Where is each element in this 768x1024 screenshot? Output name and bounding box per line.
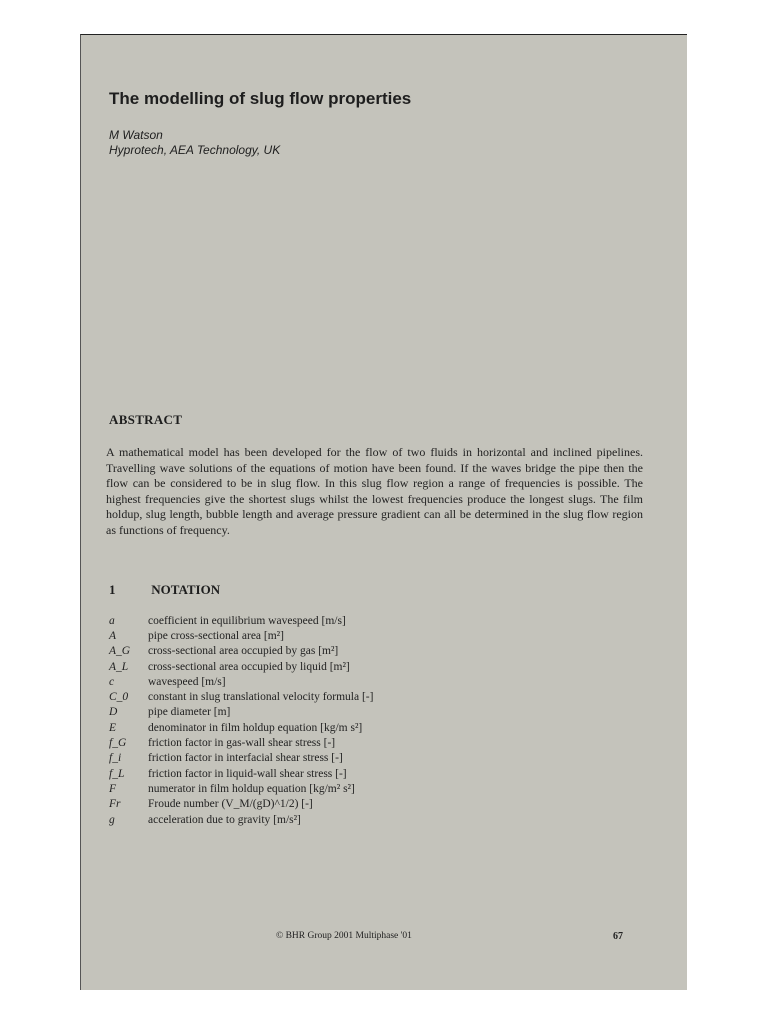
notation-entry (109, 659, 649, 674)
scanned-page (80, 34, 687, 990)
notation-definition: cross-sectional area occupied by liquid [m²] (148, 660, 350, 673)
notation-symbol: A_G (109, 645, 131, 658)
notation-entry (109, 644, 649, 659)
paper-title: The modelling of slug flow properties (109, 89, 412, 108)
notation-heading (109, 582, 220, 598)
notation-definition: Froude number (V_M/(gD)^1/2) [-] (148, 798, 313, 811)
notation-entry (109, 689, 649, 704)
notation-definition: numerator in film holdup equation [kg/m² s²] (148, 782, 355, 795)
notation-symbol: f_G (109, 737, 127, 750)
abstract-text: A mathematical model has been developed for the flow of two fluids in horizontal and inclined pipelines. Travelling wave solutions of the equations of motion have been found. If the waves bridge the pipe then the flow can be considered to be in slug flow. In this slug flow region a range of frequencies is possible. The highest frequencies give the shortest slugs whilst the lowest frequencies produce the longest slugs. The film holdup, slug length, bubble length and average pressure gradient can all be determined in the slug flow region as functions of frequency. (106, 445, 643, 537)
notation-entry (109, 766, 649, 781)
notation-list (109, 613, 649, 827)
abstract-heading: ABSTRACT (109, 412, 183, 427)
notation-symbol: a (109, 614, 115, 627)
notation-entry (109, 720, 649, 735)
notation-definition: friction factor in liquid-wall shear stress [-] (148, 767, 347, 780)
notation-symbol: f_i (109, 752, 122, 765)
section-number: 1 (109, 582, 116, 597)
notation-symbol: g (109, 813, 115, 826)
notation-symbol: D (109, 706, 118, 719)
notation-definition: friction factor in interfacial shear stress [-] (148, 752, 343, 765)
notation-definition: pipe diameter [m] (148, 706, 231, 719)
author-name: M Watson (109, 128, 163, 142)
notation-entry (109, 628, 649, 643)
notation-definition: friction factor in gas-wall shear stress [-] (148, 737, 336, 750)
notation-entry (109, 674, 649, 689)
notation-symbol: f_L (109, 767, 125, 780)
notation-entry (109, 797, 649, 812)
notation-definition: wavespeed [m/s] (148, 675, 226, 688)
notation-definition: constant in slug translational velocity formula [-] (148, 691, 374, 704)
notation-symbol: E (109, 721, 117, 734)
notation-entry (109, 705, 649, 720)
notation-symbol: F (109, 782, 117, 795)
notation-entry (109, 735, 649, 750)
notation-entry (109, 812, 649, 827)
notation-symbol: Fr (109, 798, 121, 811)
notation-definition: acceleration due to gravity [m/s²] (148, 813, 301, 826)
notation-definition: cross-sectional area occupied by gas [m²] (148, 645, 339, 658)
notation-symbol: A (109, 629, 117, 642)
notation-definition: denominator in film holdup equation [kg/m s²] (148, 721, 363, 734)
section-title: NOTATION (151, 582, 221, 597)
notation-entry (109, 613, 649, 628)
page-number: 67 (613, 931, 623, 942)
notation-symbol: C_0 (109, 691, 129, 704)
author-affiliation: Hyprotech, AEA Technology, UK (109, 143, 281, 157)
footer-copyright: © BHR Group 2001 Multiphase '01 (276, 931, 412, 941)
notation-symbol: A_L (109, 660, 129, 673)
notation-definition: coefficient in equilibrium wavespeed [m/s] (148, 614, 346, 627)
notation-definition: pipe cross-sectional area [m²] (148, 629, 284, 642)
notation-symbol: c (109, 675, 115, 688)
notation-entry (109, 751, 649, 766)
notation-entry (109, 781, 649, 796)
